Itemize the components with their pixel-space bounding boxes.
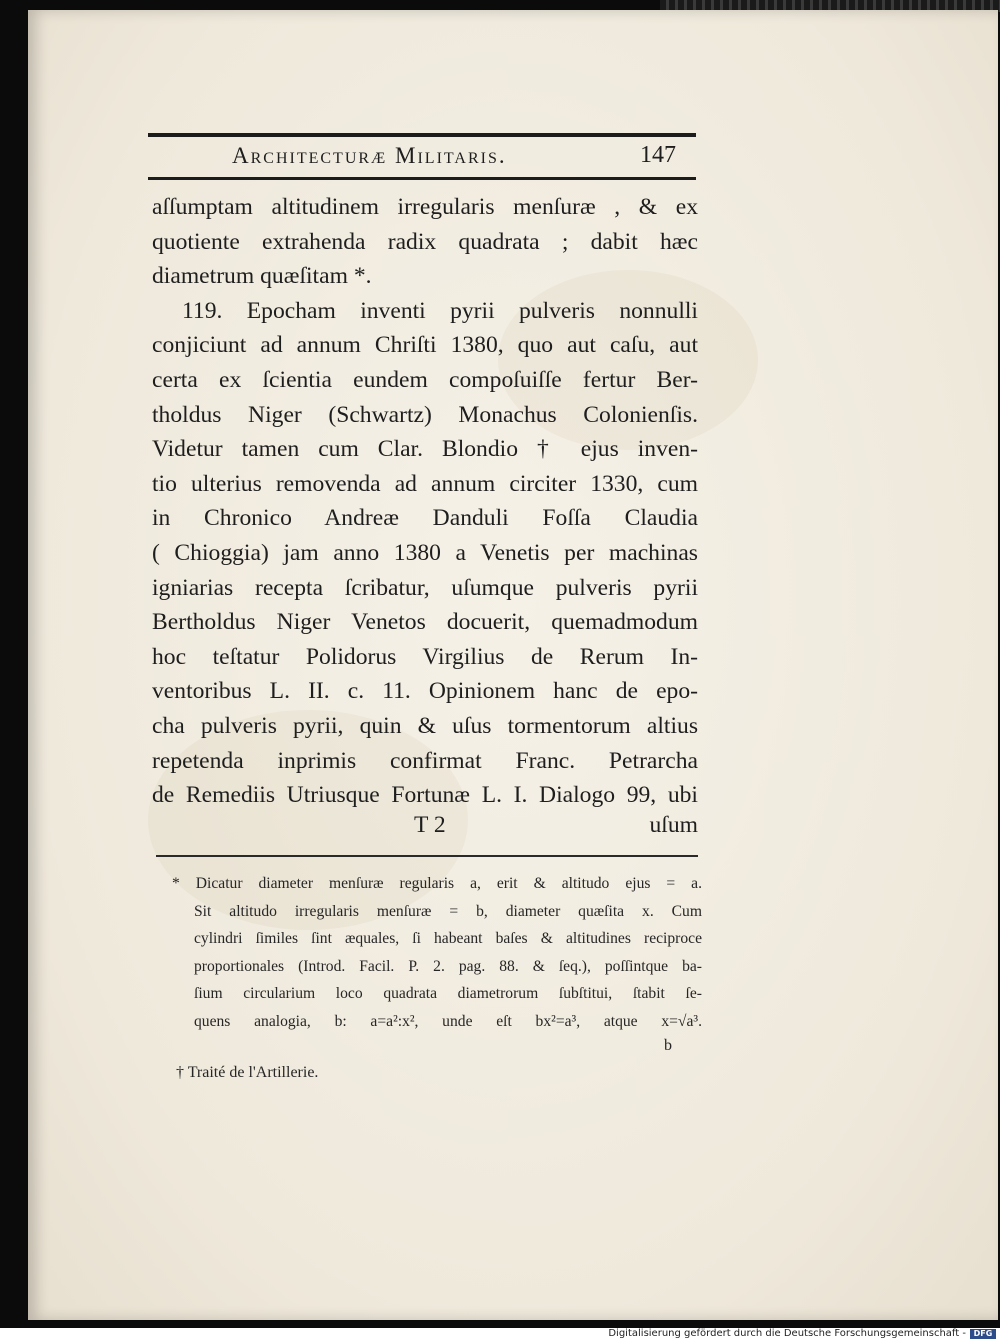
text-line: 119. Epocham inventi pyrii pulveris nonnulli: [182, 297, 698, 324]
footnote-line: ſium circularium loco quadrata diametrorum ſubſtitui, ſtabit ſe-: [194, 985, 702, 1002]
text-line: Bertholdus Niger Venetos docuerit, quemadmodum: [152, 609, 698, 636]
text-line: Videtur tamen cum Clar. Blondio † ejus inven-: [152, 436, 698, 463]
footnote-line: Sit altitudo irregularis menſuræ = b, diameter quæſita x. Cum: [194, 902, 702, 920]
text-line: de Remediis Utriusque Fortunæ L. I. Dialogo 99, ubi: [152, 782, 698, 809]
text-line: tio ulterius removenda ad annum circiter 1330, cum: [152, 470, 698, 497]
text-line: tholdus Niger (Schwartz) Monachus Colonienſis.: [152, 401, 698, 428]
text-line: hoc teſtatur Polidorus Virgilius de Rerum In-: [152, 643, 698, 670]
signature-mark: T 2: [414, 812, 446, 838]
footnote-line: * Dicatur diameter menſuræ regularis a, erit & altitudo ejus = a.: [172, 875, 702, 892]
running-title: Architecturæ Militaris.: [232, 143, 507, 168]
text-line: conjiciunt ad annum Chriſti 1380, quo aut caſu, aut: [152, 332, 698, 359]
footnote-line: cylindri ſimiles ſint æquales, ſi habeant baſes & altitudines reciproce: [194, 930, 702, 947]
header-rule-bottom: [148, 177, 696, 180]
body-text: [152, 190, 698, 813]
catchword: uſum: [649, 812, 698, 838]
footnote-tail: b: [664, 1037, 672, 1054]
footnote-line: proportionales (Introd. Facil. P. 2. pag. 88. & ſeq.), poſſintque ba-: [194, 957, 702, 975]
footnote-rule: [156, 855, 698, 857]
text-line: in Chronico Andreæ Danduli Foſſa Claudia: [152, 505, 698, 532]
page-number: 147: [640, 142, 676, 168]
text-line: repetenda inprimis confirmat Franc. Petrarcha: [152, 747, 698, 774]
text-line: cha pulveris pyrii, quin & uſus tormentorum altius: [152, 712, 698, 739]
footer-credit: Digitalisierung gefördert durch die Deutsche Forschungsgemeinschaft -: [608, 1328, 966, 1339]
text-line: ventoribus L. II. c. 11. Opinionem hanc de epo-: [152, 678, 698, 705]
text-line: ( Chioggia) jam anno 1380 a Venetis per machinas: [152, 539, 698, 566]
text-line: certa ex ſcientia eundem compoſuiſſe fertur Ber-: [152, 366, 698, 393]
header-rule-top: [148, 133, 696, 137]
footnotes: [172, 870, 702, 1035]
text-line: diametrum quæſitam *.: [152, 263, 372, 290]
footnote-second: † Traité de l'Artillerie.: [176, 1064, 319, 1081]
text-line: quotiente extrahenda radix quadrata ; dabit hæc: [152, 228, 698, 255]
text-line: aſſumptam altitudinem irregularis menſuræ , & ex: [152, 194, 698, 220]
footnote-line: quens analogia, b: a=a²:x², unde eſt bx²=a³, atque x=√a³.: [194, 1012, 702, 1030]
dfg-logo-icon: DFG: [970, 1329, 996, 1339]
text-line: igniarias recepta ſcribatur, uſumque pulveris pyrii: [152, 574, 698, 601]
